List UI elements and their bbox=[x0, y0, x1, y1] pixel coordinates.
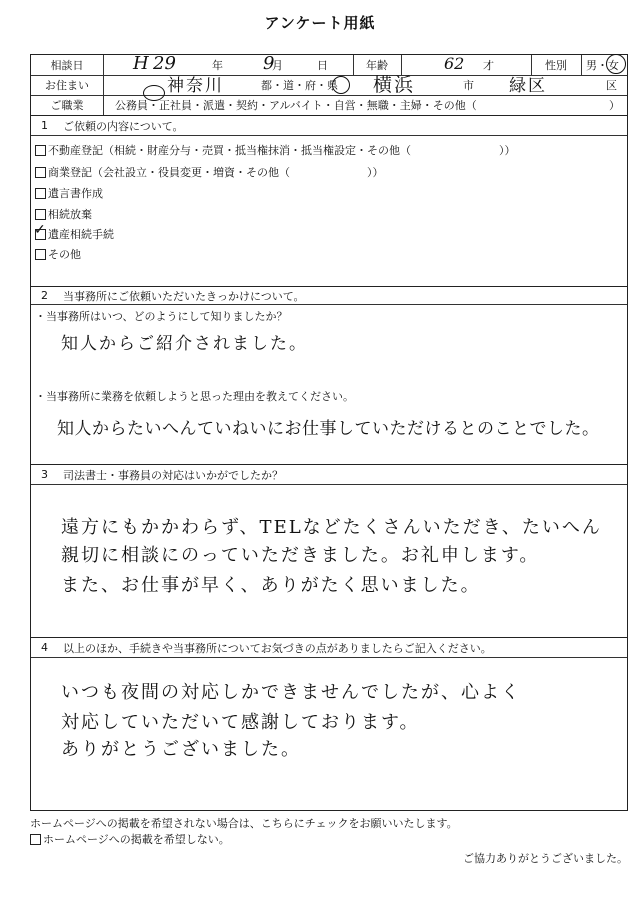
option-label: 遺産相続手続 bbox=[48, 228, 114, 241]
section-4-title: 以上のほか、手続きや当事務所についてお気づきの点がありましたらご記入ください。 bbox=[63, 641, 492, 655]
section-3-num: 3 bbox=[41, 468, 48, 481]
thanks-text: ご協力ありがとうございました。 bbox=[463, 852, 628, 865]
checkbox-real-estate[interactable] bbox=[35, 145, 46, 156]
occupation-mark bbox=[143, 85, 165, 101]
footer-note: ホームページへの掲載を希望されない場合は、こちらにチェックをお願いいたします。 bbox=[30, 817, 458, 830]
answer-line: 親切に相談にのっていただきました。お礼申します。 bbox=[61, 545, 540, 566]
option-label: 商業登記（会社設立・役員変更・増資・その他（ ）） bbox=[48, 166, 384, 179]
answer-reason: 知人からたいへんていねいにお仕事していただけるとのことでした。 bbox=[57, 419, 600, 439]
section-2 bbox=[30, 287, 628, 465]
section-3 bbox=[30, 465, 628, 638]
section-4-num: 4 bbox=[41, 641, 48, 654]
answer-line: 遠方にもかかわらず、TELなどたくさんいただき、たいへん bbox=[61, 517, 602, 538]
day-label: 日 bbox=[317, 59, 328, 72]
checkbox-other[interactable] bbox=[35, 249, 46, 260]
check-mark-icon: ✓ bbox=[34, 221, 46, 238]
ward-handwritten: 緑区 bbox=[509, 76, 547, 96]
section-2-num: 2 bbox=[41, 289, 48, 302]
optout-option[interactable] bbox=[30, 831, 230, 847]
answer-line: いつも夜間の対応しかできませんでしたが、心よく bbox=[61, 682, 521, 703]
section-1-title: ご依頼の内容について。 bbox=[63, 119, 184, 133]
checkbox-will[interactable] bbox=[35, 188, 46, 199]
section-4 bbox=[30, 638, 628, 811]
year-label: 年 bbox=[212, 59, 223, 72]
city-suffix: 市 bbox=[463, 79, 474, 92]
question-reason: ・当事務所に業務を依頼しようと思った理由を教えてください。 bbox=[35, 390, 354, 403]
option-label: 不動産登記（相続・財産分与・売買・抵当権抹消・抵当権設定・その他（ ）） bbox=[48, 144, 516, 157]
option-inheritance[interactable] bbox=[34, 221, 114, 242]
era-value: H bbox=[133, 52, 149, 74]
checkbox-optout[interactable] bbox=[30, 834, 41, 845]
question-how-known: ・当事務所はいつ、どのようにして知りましたか？ bbox=[35, 310, 288, 323]
occupation-options: 公務員・正社員・派遣・契約・アルバイト・自営・無職・主婦・その他（ bbox=[115, 99, 477, 112]
checkbox-inheritance[interactable] bbox=[34, 221, 46, 240]
option-real-estate[interactable] bbox=[35, 142, 516, 158]
month-value: 9 bbox=[263, 52, 275, 74]
answer-line: ありがとうございました。 bbox=[61, 739, 301, 760]
gender-label: 性別 bbox=[545, 59, 567, 72]
prefecture-handwritten: 神奈川 bbox=[167, 76, 224, 96]
prefecture-suffix: 都・道・府・県 bbox=[261, 79, 338, 92]
occupation-close: ） bbox=[609, 99, 620, 112]
section-1 bbox=[30, 116, 628, 287]
answer-how-known: 知人からご紹介されました。 bbox=[61, 334, 308, 354]
age-value: 62 bbox=[444, 54, 465, 73]
ward-suffix: 区 bbox=[606, 79, 617, 92]
header-table bbox=[30, 54, 628, 116]
section-4-header bbox=[31, 638, 627, 658]
optout-label: ホームページへの掲載を希望しない。 bbox=[43, 833, 230, 846]
option-label: 遺言書作成 bbox=[48, 187, 103, 200]
month-label: 月 bbox=[272, 59, 283, 72]
option-commercial[interactable] bbox=[35, 164, 384, 180]
age-label: 年齢 bbox=[366, 59, 388, 72]
section-1-num: 1 bbox=[41, 119, 48, 132]
gender-male: 男 bbox=[586, 59, 597, 72]
answer-line: 対応していただいて感謝しております。 bbox=[61, 712, 420, 733]
section-3-header bbox=[31, 465, 627, 485]
section-1-header bbox=[31, 116, 627, 136]
address-row bbox=[31, 75, 627, 96]
option-renunciation[interactable] bbox=[35, 206, 92, 222]
checkbox-renunciation[interactable] bbox=[35, 209, 46, 220]
consult-date-label: 相談日 bbox=[50, 59, 84, 72]
answer-line: また、お仕事が早く、ありがたく思いました。 bbox=[61, 575, 481, 596]
year-value: 29 bbox=[153, 52, 176, 74]
section-3-title: 司法書士・事務員の対応はいかがでしたか？ bbox=[63, 468, 283, 482]
option-other[interactable] bbox=[35, 246, 81, 262]
city-handwritten: 横浜 bbox=[373, 74, 416, 96]
option-will[interactable] bbox=[35, 185, 103, 201]
section-2-title: 当事務所にご依頼いただいたきっかけについて。 bbox=[63, 289, 305, 303]
occupation-row bbox=[31, 95, 627, 115]
option-label: 相続放棄 bbox=[48, 208, 92, 221]
age-unit: 才 bbox=[483, 59, 494, 72]
form-title: アンケート用紙 bbox=[264, 14, 376, 32]
occupation-label: ご職業 bbox=[50, 99, 84, 112]
checkbox-commercial[interactable] bbox=[35, 167, 46, 178]
gender-female: 女 bbox=[608, 59, 619, 72]
address-label: お住まい bbox=[45, 79, 89, 92]
prefecture-circle bbox=[332, 76, 350, 94]
gender-sep: ・ bbox=[597, 59, 608, 72]
option-label: その他 bbox=[48, 248, 81, 261]
section-2-header bbox=[31, 287, 627, 305]
gender-female-circle bbox=[606, 54, 626, 74]
